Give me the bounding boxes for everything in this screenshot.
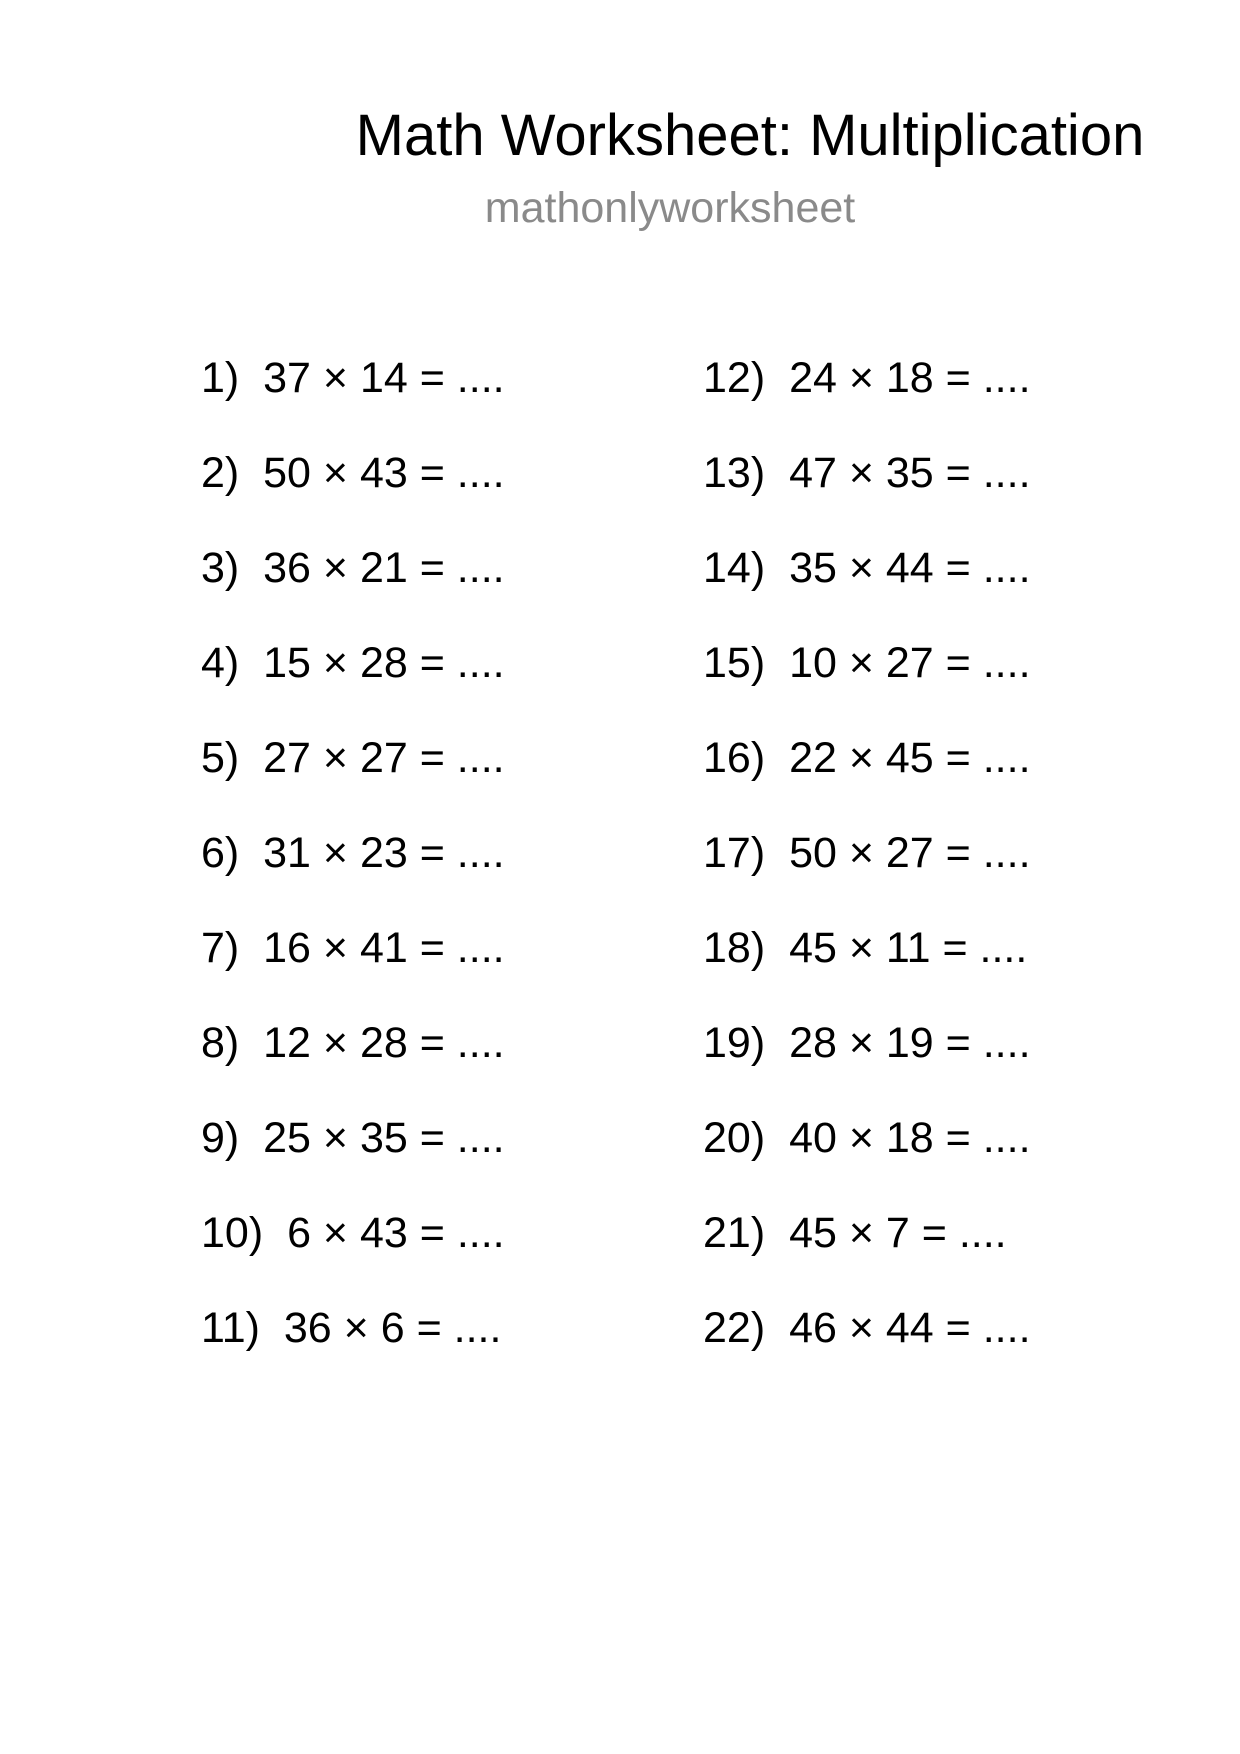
problem-number: 2) [201, 449, 240, 497]
problem-number: 3) [201, 544, 240, 592]
problem-item [201, 1295, 505, 1390]
problem-expression: 50 × 43 = .... [263, 449, 505, 497]
problem-item [201, 1200, 505, 1295]
problem-item [201, 535, 505, 630]
problem-item [201, 1010, 505, 1105]
problem-number: 16) [703, 734, 766, 782]
problem-item [703, 1200, 1031, 1295]
problem-expression: 37 × 14 = .... [263, 354, 505, 402]
problem-expression: 45 × 11 = .... [789, 924, 1028, 972]
problem-expression: 47 × 35 = .... [789, 449, 1031, 497]
problem-item [703, 915, 1031, 1010]
problem-number: 12) [703, 354, 766, 402]
problem-expression: 35 × 44 = .... [789, 544, 1031, 592]
problem-expression: 31 × 23 = .... [263, 829, 505, 877]
problem-number: 18) [703, 924, 766, 972]
problem-item [703, 725, 1031, 820]
problem-number: 17) [703, 829, 766, 877]
problem-expression: 15 × 28 = .... [263, 639, 505, 687]
problem-number: 6) [201, 829, 240, 877]
problem-item [201, 1105, 505, 1200]
problem-number: 11) [201, 1304, 260, 1352]
problem-number: 15) [703, 639, 766, 687]
problem-item [703, 630, 1031, 725]
problem-number: 13) [703, 449, 766, 497]
problems-column-left [201, 345, 505, 1390]
problem-item [201, 630, 505, 725]
problem-expression: 27 × 27 = .... [263, 734, 505, 782]
problem-item [703, 345, 1031, 440]
problem-number: 21) [703, 1209, 766, 1257]
problem-expression: 36 × 6 = .... [283, 1304, 502, 1352]
problems-column-right [703, 345, 1031, 1390]
problem-item [201, 440, 505, 535]
problem-item [703, 1010, 1031, 1105]
problem-number: 10) [201, 1209, 264, 1257]
problem-number: 9) [201, 1114, 240, 1162]
problem-number: 5) [201, 734, 240, 782]
problem-number: 19) [703, 1019, 766, 1067]
problem-expression: 22 × 45 = .... [789, 734, 1031, 782]
problem-number: 22) [703, 1304, 766, 1352]
problem-expression: 46 × 44 = .... [789, 1304, 1031, 1352]
worksheet-title: Math Worksheet: Multiplication [355, 103, 1145, 168]
problem-expression: 25 × 35 = .... [263, 1114, 505, 1162]
problem-number: 1) [201, 354, 240, 402]
problem-expression: 6 × 43 = .... [287, 1209, 505, 1257]
problem-item [201, 725, 505, 820]
problem-item [703, 1105, 1031, 1200]
problem-number: 14) [703, 544, 766, 592]
problem-item [703, 535, 1031, 630]
problem-expression: 12 × 28 = .... [263, 1019, 505, 1067]
worksheet-subtitle: mathonlyworksheet [484, 184, 856, 232]
problem-number: 7) [201, 924, 240, 972]
problem-number: 20) [703, 1114, 766, 1162]
problem-item [703, 440, 1031, 535]
problem-expression: 36 × 21 = .... [263, 544, 505, 592]
problem-number: 4) [201, 639, 240, 687]
problem-expression: 40 × 18 = .... [789, 1114, 1031, 1162]
problem-item [201, 820, 505, 915]
problem-item [703, 1295, 1031, 1390]
problem-number: 8) [201, 1019, 240, 1067]
problem-expression: 28 × 19 = .... [789, 1019, 1031, 1067]
problem-expression: 45 × 7 = .... [789, 1209, 1007, 1257]
problem-item [201, 915, 505, 1010]
problem-expression: 10 × 27 = .... [789, 639, 1031, 687]
problem-expression: 50 × 27 = .... [789, 829, 1031, 877]
problem-expression: 24 × 18 = .... [789, 354, 1031, 402]
problem-item [201, 345, 505, 440]
problem-item [703, 820, 1031, 915]
problem-expression: 16 × 41 = .... [263, 924, 505, 972]
